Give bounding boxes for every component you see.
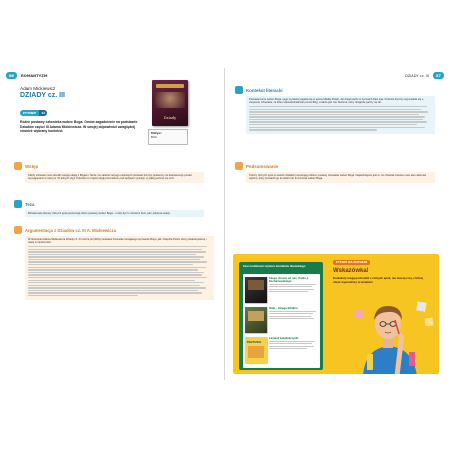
section-label: ROMANTYZM: [21, 73, 48, 78]
motyw-item: BÓG: [151, 136, 157, 139]
promo-title: Inne możliwości wyboru kontekstu literackiego: [243, 264, 306, 268]
wstep-title: Wstęp: [25, 163, 39, 169]
kontekst-section: [235, 86, 435, 134]
thinking-student-image: [345, 296, 439, 374]
podsumowanie-text: Twórcy różnych epok w swoich dziełach poruszają problem postawy człowieka wobec Boga. Najważniejsze jest to, że człowiek zawsze musi sam dokonać wyboru, który prowadzi go ku dobru lub ku buntowi wobec Boga.: [249, 174, 427, 181]
argumentacja-title: Argumentacja z Dziadów cz. III A. Mickiewicza: [25, 227, 117, 233]
promo-badge: PYTANY NA MATURZE: [333, 260, 370, 265]
right-page-number: 87: [433, 72, 444, 79]
promo-item-1-title: Czego chcesz od nas, Panie J. Kochanowskiego: [269, 277, 309, 283]
argumentacja-body-lines: [28, 246, 211, 296]
teza-text: Bohaterowie literacy różnych epok prezentują różne postawy wobec Boga – może być to zarówno bunt, jak i pokorna relacji.: [28, 212, 171, 215]
badge-label: PYTANIE: [20, 110, 39, 116]
argumentacja-section: [14, 226, 214, 300]
kontekst-title: Kontekst literacki: [246, 87, 283, 93]
left-header: [6, 71, 47, 80]
matura-label: MATURA: [247, 340, 262, 344]
podsumowanie-section: [235, 162, 435, 183]
right-header-title: DZIADY cz. III: [405, 73, 429, 78]
promo-list: [243, 274, 320, 368]
teza-title: Teza: [25, 201, 35, 207]
pencil-icon: [14, 162, 22, 170]
book-spread: [2, 68, 448, 380]
right-page: [225, 68, 448, 380]
promo-book-2-image: [245, 307, 267, 333]
teza-section: [14, 200, 204, 217]
promo-panel: [233, 254, 439, 374]
kontekst-text: Postawa buntu wobec Boga i jego wyroków pojawia się w epoce Młodej Polski. Jan Kasprowicz w hymnach Dies irae. Podmiot liryczny wypowiada się o cierpieniu człowieka, za które odpowiedzialność ponosi Bóg, a także jest nim Stwórca, który obojętnie patrzy na zło.: [249, 98, 424, 105]
books-icon: [235, 86, 243, 94]
promo-item-1: [269, 277, 318, 293]
book-cover-title: Dziady: [163, 116, 177, 120]
kontekst-body-lines: [249, 106, 432, 131]
promo-heading: Wskazówka!: [333, 268, 369, 274]
promo-item-3: [269, 337, 318, 350]
left-page-number: 86: [6, 72, 17, 79]
promo-tip-text: Konteksty mogą pochodzić z różnych epok, nie muszą z tej, z której utwór wywodzimy w tematzie!: [333, 276, 423, 284]
promo-book-3-image: [245, 337, 267, 363]
promo-book-1-image: [245, 277, 267, 303]
motyw-label: Motyw:: [151, 132, 162, 135]
author-title: [20, 86, 65, 99]
book-cover-image: [152, 80, 188, 126]
author: Adam Mickiewicz: [20, 86, 56, 91]
work-title: DZIADY cz. III: [20, 92, 65, 99]
flag-icon: [235, 162, 243, 170]
promo-item-2: [269, 307, 318, 320]
book-icon: [14, 226, 22, 234]
wstep-text: Każdy człowiek musi określić swoją relację z Bogiem. Może mu zależeć od jego osobistych postawić lub być posłuszny za kwintesencję ponad wymaganiami w naszym. W których idyjż. Pokrótce to często uległ przemianom pod wpływem sytuacji, w jakiej jeszcze nie Jezr.: [28, 174, 192, 181]
promo-item-3-title: Lament świętokrzyski: [269, 337, 299, 340]
right-header: [405, 71, 444, 80]
promo-green-card: [239, 262, 323, 370]
argumentacja-text: W dramacie Adama Mickiewicza Dziady cz. III można przybliżyć postawie Konrada rzucającego wyzwanie Bogu, jak i Księdza Piotra, który pokazał pokorę i wiarę w Opatrzność.: [28, 238, 207, 245]
promo-item-2-title: Hiob – księga biblijna: [269, 307, 298, 310]
target-icon: [14, 200, 22, 208]
podsumowanie-title: Podsumowanie: [246, 163, 279, 169]
badge-number: 12: [41, 111, 46, 116]
wstep-section: [14, 162, 204, 183]
question-text: Różne postawy człowieka wobec Boga. Omów zagadnienie na podstawie Dziadów części III Adama Mickiewicza. W swojej odpowiedzi uwzględnij również wybrany kontekst.: [20, 120, 138, 134]
motyw-box: [148, 129, 188, 145]
left-page: [2, 68, 225, 380]
question-badge: [20, 110, 47, 116]
